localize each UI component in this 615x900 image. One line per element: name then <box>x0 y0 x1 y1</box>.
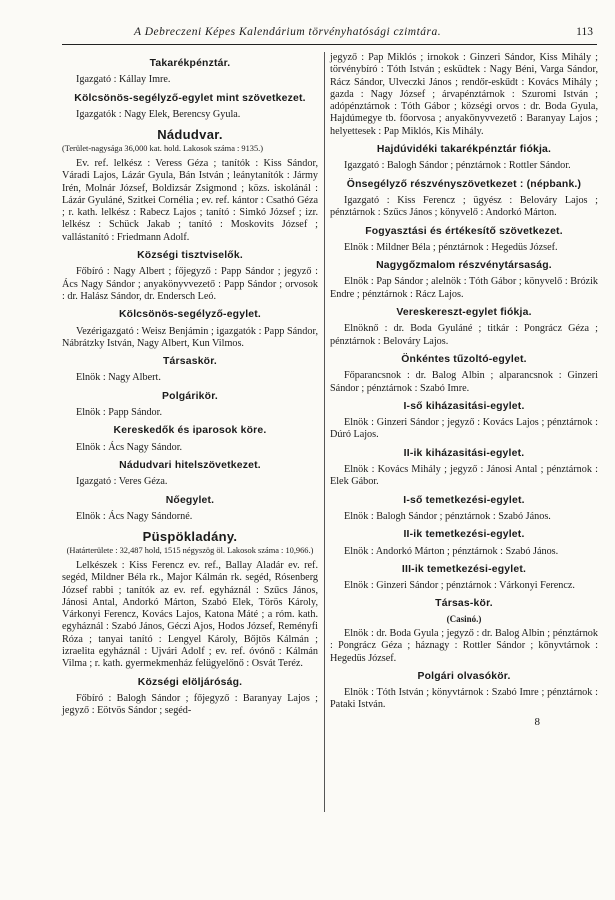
section-text: Főbíró : Balogh Sándor ; főjegyző : Baranyay Lajos ; jegyző : Eötvös Sándor ; segéd- <box>62 692 318 717</box>
section-title: II-ik temetkezési-egylet. <box>403 529 525 541</box>
town-title: Nádudvar. <box>157 127 223 143</box>
page-number: 113 <box>576 26 593 38</box>
section-subtitle: (Casinó.) <box>446 613 482 624</box>
page-header <box>62 22 597 45</box>
section-text: Vezérigazgató : Weisz Benjámin ; igazgatók : Papp Sándor, Nábrátzky István, Nagy Albert, Kun Vilmos. <box>62 325 318 349</box>
section-title: Fogyasztási és értékesítő szövetkezet. <box>365 225 563 237</box>
signature-mark: 8 <box>534 715 540 728</box>
section-title: Községi elöljáróság. <box>137 676 243 688</box>
section-text: Elnök : Andorkó Márton ; pénztárnok : Szabó János. <box>344 545 559 557</box>
town-stats: (Határterülete : 32,487 hold, 1515 négyszög öl. Lakosok száma : 10,966.) <box>66 546 314 556</box>
section-title: Kölcsönös-segélyző-egylet. <box>118 309 262 321</box>
section-title: Takarékpénztár. <box>149 58 231 69</box>
town-title: Püspökladány. <box>142 529 238 545</box>
section-text: Elnök : Ginzeri Sándor ; pénztárnok : Várkonyi Ferencz. <box>344 580 575 592</box>
section-title: Polgári olvasókör. <box>417 670 511 682</box>
section-text: Elnök : Ginzeri Sándor ; jegyző : Kovács Lajos ; pénztárnok : Dúró Lajos. <box>330 417 598 441</box>
section-text: Elnök : dr. Boda Gyula ; jegyző : dr. Balog Albin ; pénztárnok : Pongrácz Géza ; háznagy : Rottler Sándor ; könyvtárnok : Hegedüs József. <box>330 627 598 664</box>
left-column <box>62 52 318 721</box>
section-text: Elnök : Tóth István ; könyvtárnok : Szabó Imre ; pénztárnok : Pataki István. <box>330 687 598 711</box>
section-title: Hajdúvidéki takarékpénztár fiókja. <box>376 144 552 156</box>
section-text: Elnök : Mildner Béla ; pénztárnok : Hegedüs József. <box>344 241 558 253</box>
section-text: Elnök : Ács Nagy Sándorné. <box>76 510 193 522</box>
section-title: I-ső temetkezési-egylet. <box>403 494 525 506</box>
continued-text: jegyző : Pap Miklós ; irnokok : Ginzeri Sándor, Kiss Mihály ; törvénybíró : Tóth István ; esküdtek : Nagy Béni, Varga Sándor, Rácz Sándor, Ulveczki János ; rendőr-eskűdt : Kovács Mihály ; gazda : Nagy József ; árvapénztárnok : Szuromi István ; adópénztárnok : Tóth Gábor ; községi orvos : dr. Boda Gyula, Hajdúmegye tb. főorvosa ; anyakönyvvezető : Baranyay Lajos ; helyettesek : Pap Miklós, Kis Mihály. <box>330 52 598 137</box>
section-text: Elnök : Pap Sándor ; alelnök : Tóth Gábor ; könyvelő : Brózik Endre ; pénztárnok : Rácz Lajos. <box>330 276 598 300</box>
section-title: Kereskedők és iparosok köre. <box>113 425 267 437</box>
section-title: Társas-kör. <box>435 598 493 610</box>
section-title: Önsegélyző részvényszövetkezet : (népbank.) <box>346 178 582 190</box>
section-text: Főbíró : Nagy Albert ; főjegyző : Papp Sándor ; jegyző : Ács Nagy Sándor ; anyakönyvvezető : Papp Sándor ; orvosok : dr. Halász Sándor, dr. Endersch Leó. <box>62 266 318 302</box>
section-text: Elnök : Papp Sándor. <box>76 407 163 419</box>
section-title: Önkéntes tűzoltó-egylet. <box>401 353 527 365</box>
town-stats: (Terület-nagysága 36,000 kat. hold. Lakosok száma : 9135.) <box>62 144 264 154</box>
section-title: Nagygőzmalom részvénytársaság. <box>376 260 552 272</box>
section-text: Igazgatók : Nagy Elek, Berencsy Gyula. <box>76 108 241 120</box>
section-title: Vereskereszt-egylet fiókja. <box>396 307 532 319</box>
section-title: I-ső kiházasitási-egylet. <box>403 400 525 412</box>
section-title: II-ik kiházasitási-egylet. <box>403 447 525 459</box>
section-text: Elnök : Balogh Sándor ; pénztárnok : Szabó János. <box>344 510 551 522</box>
right-column <box>330 52 598 728</box>
section-text: Igazgató : Kállay Imre. <box>76 74 171 86</box>
section-text: Igazgató : Veres Géza. <box>76 476 168 488</box>
section-text: Elnök : Nagy Albert. <box>76 372 161 384</box>
section-text: Igazgató : Kiss Ferencz ; ügyész : Belováry Lajos ; pénztárnok : Szűcs János ; könyvelő : Andorkó Márton. <box>330 194 598 219</box>
section-title: Polgárikör. <box>162 390 218 402</box>
section-title: Kölcsönös-segélyző-egylet mint szövetkezet. <box>74 92 306 104</box>
column-divider <box>324 52 325 812</box>
section-title: Társaskör. <box>163 356 217 368</box>
section-text: Elnök : Ács Nagy Sándor. <box>76 441 183 453</box>
clergy-text: Lelkészek : Kiss Ferencz ev. ref., Ballay Aladár ev. ref. segéd, Mildner Béla rk., Major Kálmán rk. segéd, Rósenberg József rabbi ; tanítók az ev. ref. egyháznál : Szűcs János, Jánosi Antal, Andorkó Márton, Szabó Elek, Törös Károly, Várkonyi Ferencz, Kovács Lajos, Katona Máté ; a róm. kath. egyháznál : Szabó János, Géczi Ajos, Hodos József, Reményfi Róza ; tanyai tanító : Lengyel Károly, Bőjtös Kálmán ; izraelita egyháznál : Ujvári Adolf ; ev. ref. óvónő : Kálmán Vilma ; r. kath. gyermekmenház felügyelőnő : Osvát Teréz. <box>62 559 318 670</box>
section-title: III-ik temetkezési-egylet. <box>401 563 527 575</box>
section-title: Községi tisztviselők. <box>137 250 243 262</box>
section-text: Igazgató : Balogh Sándor ; pénztárnok : Rottler Sándor. <box>344 160 571 172</box>
section-title: Nádudvari hitelszövetkezet. <box>119 459 261 471</box>
section-text: Főparancsnok : dr. Balog Albin ; alparancsnok : Ginzeri Sándor ; pénztárnok : Szabó Imre. <box>330 370 598 394</box>
section-text: Elnök : Kovács Mihály ; jegyző : Jánosi Antal ; pénztárnok : Elek Gábor. <box>330 464 598 488</box>
running-title: A Debreczeni Képes Kalendárium törvényhatósági czimtára. <box>134 26 442 38</box>
section-text: Elnöknő : dr. Boda Gyuláné ; titkár : Pongrácz Géza ; pénztárnok : Belováry Lajos. <box>330 323 598 347</box>
clergy-text: Ev. ref. lelkész : Veress Géza ; tanítók : Kiss Sándor, Váradi Lajos, Lázár Gyula, Bán István ; leánytanítók : Jármy Irén, Molnár József, Boldizsár Zsigmond ; közs. iskolánál : Lázár Gyuláné, Szitkei Cornélia ; ev. ref. kántor : Csathó Géza ; r. kath. lelkész : Rabecz Lajos ; tanító : Simkó József ; izr. lelkész : Schück Jakab ; tanító : Moskovits József ; vallástanító : Friedmann Adolf. <box>62 157 318 243</box>
section-title: Nőegylet. <box>165 494 215 506</box>
